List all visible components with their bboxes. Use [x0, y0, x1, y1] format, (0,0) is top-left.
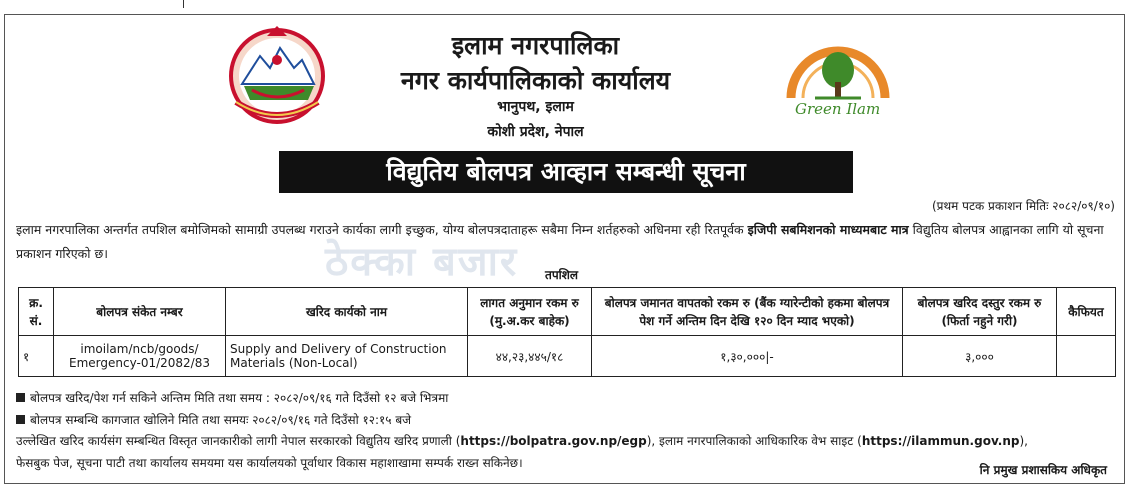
org-title: इलाम नगरपालिका — [451, 31, 620, 60]
cell-security: १,३०,०००|- — [592, 336, 903, 377]
intro-text-end: विद्युतिय बोलपत्र आह्वानका लागि यो सूचना प्रकाशन गरिएको छ। — [16, 222, 1104, 261]
bolpatra-link[interactable]: https://bolpatra.gov.np/egp — [460, 434, 647, 448]
cell-remarks — [1057, 336, 1116, 377]
table-row — [19, 336, 1116, 377]
address-line-1: भानुपथ, इलाम — [497, 99, 574, 115]
cell-sn: १ — [19, 336, 54, 377]
office-title: नगर कार्यपालिकाको कार्यालय — [400, 66, 671, 95]
table-caption: तपशिल — [545, 268, 579, 282]
signature: नि प्रमुख प्रशासकिय अधिकृत — [979, 463, 1107, 477]
note-contact-2: फेसबुक पेज, सूचना पाटी तथा कार्यालय समयमा यस कार्यालयको पूर्वाधार विकास महाशाखामा सम्पर्क राख्न सकिनेछ। — [16, 455, 523, 470]
header-code: बोलपत्र संकेत नम्बर — [54, 288, 226, 336]
address-line-2: कोशी प्रदेश, नेपाल — [487, 124, 584, 140]
ruler-divider — [183, 0, 184, 8]
cell-code: imoilam/ncb/goods/ Emergency-01/2082/83 — [54, 336, 226, 377]
cell-fee: ३,००० — [903, 336, 1057, 377]
notice-banner: विद्युतिय बोलपत्र आव्हान सम्बन्धी सूचना — [279, 151, 853, 193]
note-opening-text: बोलपत्र सम्बन्धि कागजात खोलिने मिति तथा समयः २०८२/०९/१६ गते दिउँसो १२:१५ बजे — [30, 412, 412, 427]
header-security: बोलपत्र जमानत वापतको रकम रु (बैंक ग्यारेन्टीको हकमा बोलपत्र पेश गर्ने अन्तिम दिन देखि १२० दिन म्याद भएको) — [592, 288, 903, 336]
header-sn: क्र. सं. — [19, 288, 54, 336]
note-opening — [16, 410, 1114, 432]
header-estimate: लागत अनुमान रकम रु (मु.अ.कर बाहेक) — [468, 288, 592, 336]
intro-bold: इजिपी सबमिशनको माध्यमबाट मात्र — [747, 222, 909, 237]
header-name: खरिद कार्यको नाम — [226, 288, 468, 336]
green-ilam-logo — [773, 28, 903, 124]
header-fee: बोलपत्र खरिद दस्तुर रकम रु (फिर्ता नहुने गरी) — [903, 288, 1057, 336]
ruler-segment — [0, 0, 184, 8]
cell-estimate: ४४,२३,४४५/१८ — [468, 336, 592, 377]
watermark-text: ठेक्का बजार — [325, 239, 519, 285]
note-contact — [16, 431, 1114, 453]
logo-text: Green Ilam — [795, 100, 881, 118]
note-contact-text-3: ), — [1019, 434, 1028, 448]
notes-section — [16, 388, 1114, 474]
intro-text: इलाम नगरपालिका अन्तर्गत तपशिल बमोजिमको सामाग्री उपलब्ध गराउने कार्यका लागी इच्छुक, योग्य बोलपत्रदाताहरू सबैमा निम्न शर्तहरुको अधिनमा रही रितपूर्वक — [16, 222, 748, 237]
top-ruler — [0, 0, 1131, 8]
table-header-row — [19, 288, 1116, 336]
header-remarks: कैफियत — [1057, 288, 1116, 336]
square-bullet-icon — [16, 393, 25, 402]
note-deadline — [16, 388, 1114, 410]
ilammun-link[interactable]: https://ilammun.gov.np — [861, 434, 1020, 448]
intro-paragraph — [16, 218, 1112, 266]
cell-name: Supply and Delivery of Construction Materials (Non-Local) — [226, 336, 468, 377]
note-contact-text: उल्लेखित खरिद कार्यसंग सम्बन्धित विस्तृत जानकारीको लागी नेपाल सरकारको विद्युतिय खरिद प्रणाली ( — [16, 434, 461, 448]
note-contact-text-2: ), इलाम नगरपालिकाको आधिकारिक वेभ साइट ( — [646, 434, 862, 448]
bid-table — [18, 287, 1116, 377]
note-deadline-text: बोलपत्र खरिद/पेश गर्न सकिने अन्तिम मिति तथा समय : २०८२/०९/१६ गते दिउँसो १२ बजे भित्रमा — [30, 391, 449, 405]
square-bullet-icon — [16, 415, 25, 424]
publication-date: (प्रथम पटक प्रकाशन मितिः २०८२/०९/१०) — [931, 199, 1115, 213]
